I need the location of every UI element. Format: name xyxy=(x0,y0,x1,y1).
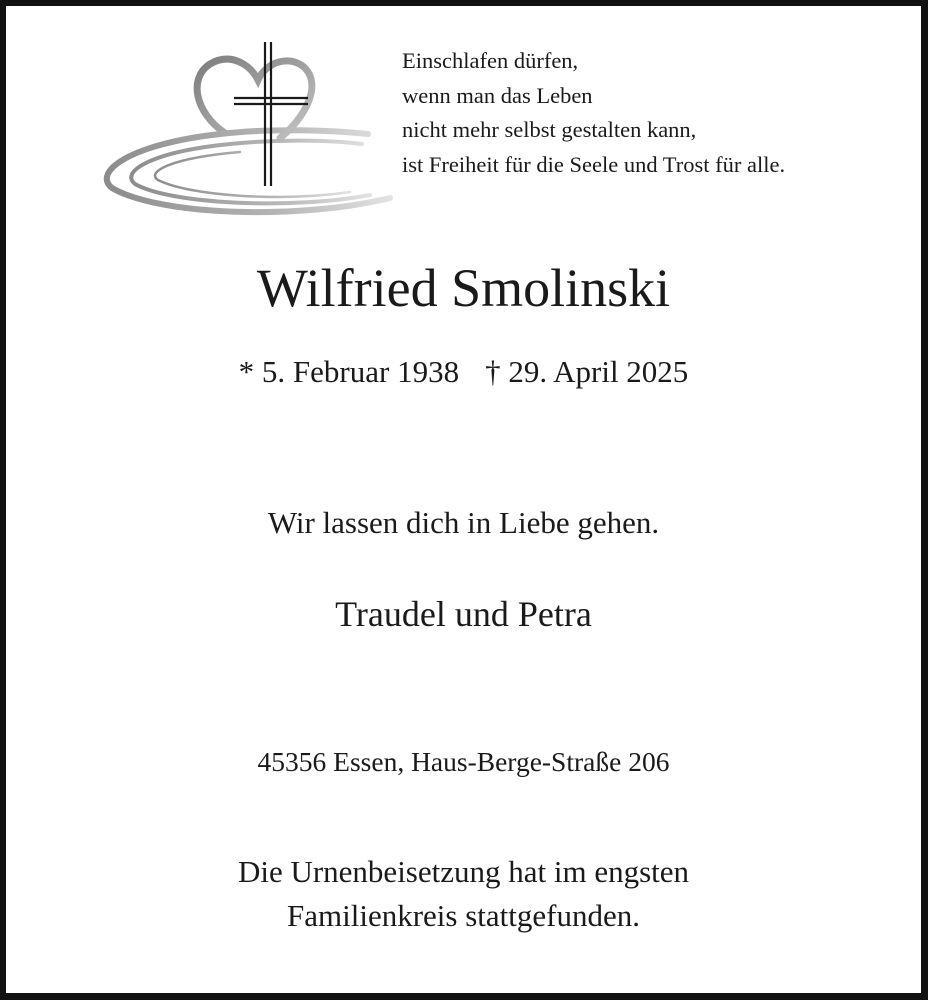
notice-line: Familienkreis stattgefunden. xyxy=(287,898,640,933)
notice-line: Die Urnenbeisetzung hat im engsten xyxy=(237,854,690,889)
cross-heart-icon xyxy=(100,38,400,218)
swoosh-inner xyxy=(155,152,350,197)
deceased-name: Wilfried Smolinski xyxy=(256,258,671,318)
poem-line: Einschlafen dürfen, xyxy=(402,48,579,73)
birth-date: * 5. Februar 1938 xyxy=(238,354,460,389)
poem-line: ist Freiheit für die Seele und Trost für alle. xyxy=(402,151,786,177)
mourners-names: Traudel und Petra xyxy=(335,594,592,634)
poem-line: nicht mehr selbst gestalten kann, xyxy=(402,117,697,142)
poem-line: wenn man das Leben xyxy=(402,82,593,108)
life-dates xyxy=(6,352,921,392)
burial-notice xyxy=(6,850,921,938)
poem xyxy=(402,44,902,182)
family-address: 45356 Essen, Haus-Berge-Straße 206 xyxy=(257,746,670,777)
death-date: † 29. April 2025 xyxy=(485,354,689,389)
farewell-text: Wir lassen dich in Liebe gehen. xyxy=(267,505,660,540)
